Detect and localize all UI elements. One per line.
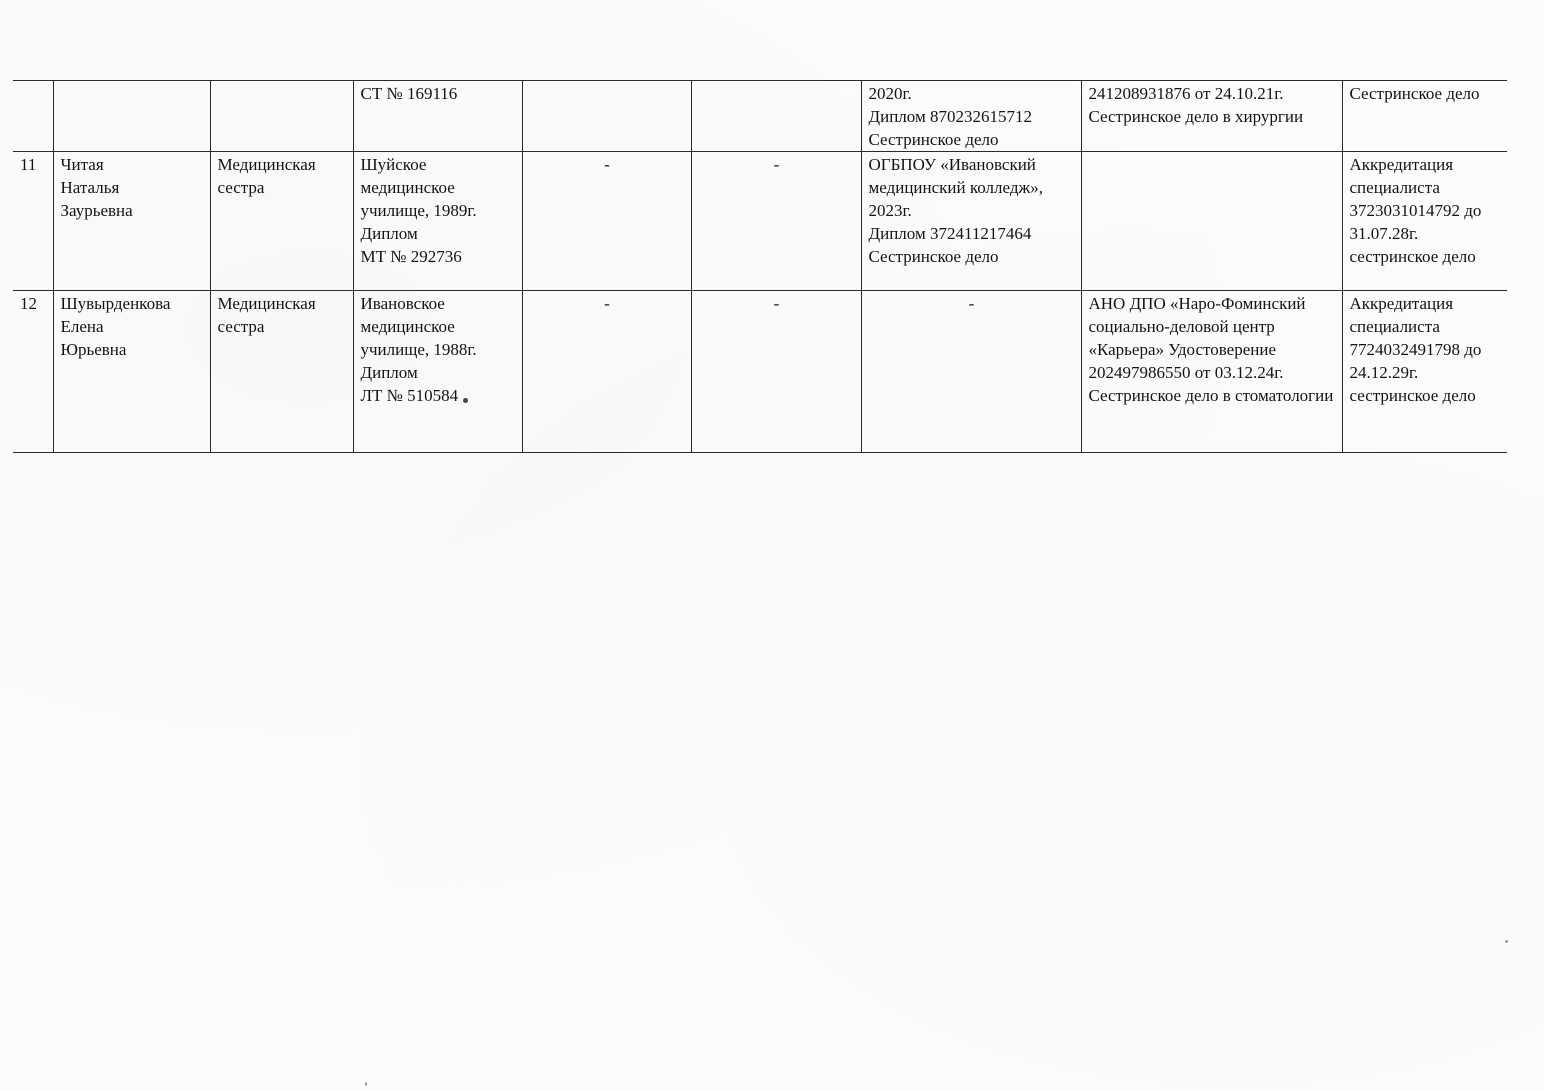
row-number: 12 (13, 291, 53, 453)
retraining-cell: - (861, 291, 1081, 453)
row-number: 11 (13, 152, 53, 291)
education-cell: Шуйское медицинское училище, 1989г. Диплом МТ № 292736 (353, 152, 522, 291)
column-5-cell: - (522, 291, 691, 453)
column-6-cell (691, 81, 861, 152)
employee-name: Читая Наталья Заурьевна (53, 152, 210, 291)
column-6-cell: - (691, 291, 861, 453)
retraining-cell: ОГБПОУ «Ивановский медицинский колледж», 2023г. Диплом 372411217464 Сестринское дело (861, 152, 1081, 291)
column-5-cell: - (522, 152, 691, 291)
row-number (13, 81, 53, 152)
table-row (13, 291, 1507, 453)
column-5-cell (522, 81, 691, 152)
table-row (13, 81, 1507, 152)
accreditation-cell: Аккредитация специалиста 7724032491798 до 24.12.29г. сестринское дело (1342, 291, 1507, 453)
qualification-cell (1081, 152, 1342, 291)
position-cell: Медицинская сестра (210, 152, 353, 291)
staff-table (13, 80, 1507, 453)
scan-speck (463, 398, 468, 403)
scan-speck (1505, 940, 1508, 943)
employee-name (53, 81, 210, 152)
accreditation-cell: Сестринское дело (1342, 81, 1507, 152)
scan-speck (365, 1082, 367, 1086)
column-6-cell: - (691, 152, 861, 291)
accreditation-cell: Аккредитация специалиста 3723031014792 до 31.07.28г. сестринское дело (1342, 152, 1507, 291)
qualification-cell: АНО ДПО «Наро-Фоминский социально-деловой центр «Карьера» Удостоверение 202497986550 от 03.12.24г. Сестринское дело в стоматологии (1081, 291, 1342, 453)
position-cell: Медицинская сестра (210, 291, 353, 453)
education-cell: СТ № 169116 (353, 81, 522, 152)
employee-name: Шувырденкова Елена Юрьевна (53, 291, 210, 453)
qualification-cell: 241208931876 от 24.10.21г. Сестринское дело в хирургии (1081, 81, 1342, 152)
table-row (13, 152, 1507, 291)
position-cell (210, 81, 353, 152)
retraining-cell: 2020г. Диплом 870232615712 Сестринское дело (861, 81, 1081, 152)
education-cell: Ивановское медицинское училище, 1988г. Диплом ЛТ № 510584 (353, 291, 522, 453)
